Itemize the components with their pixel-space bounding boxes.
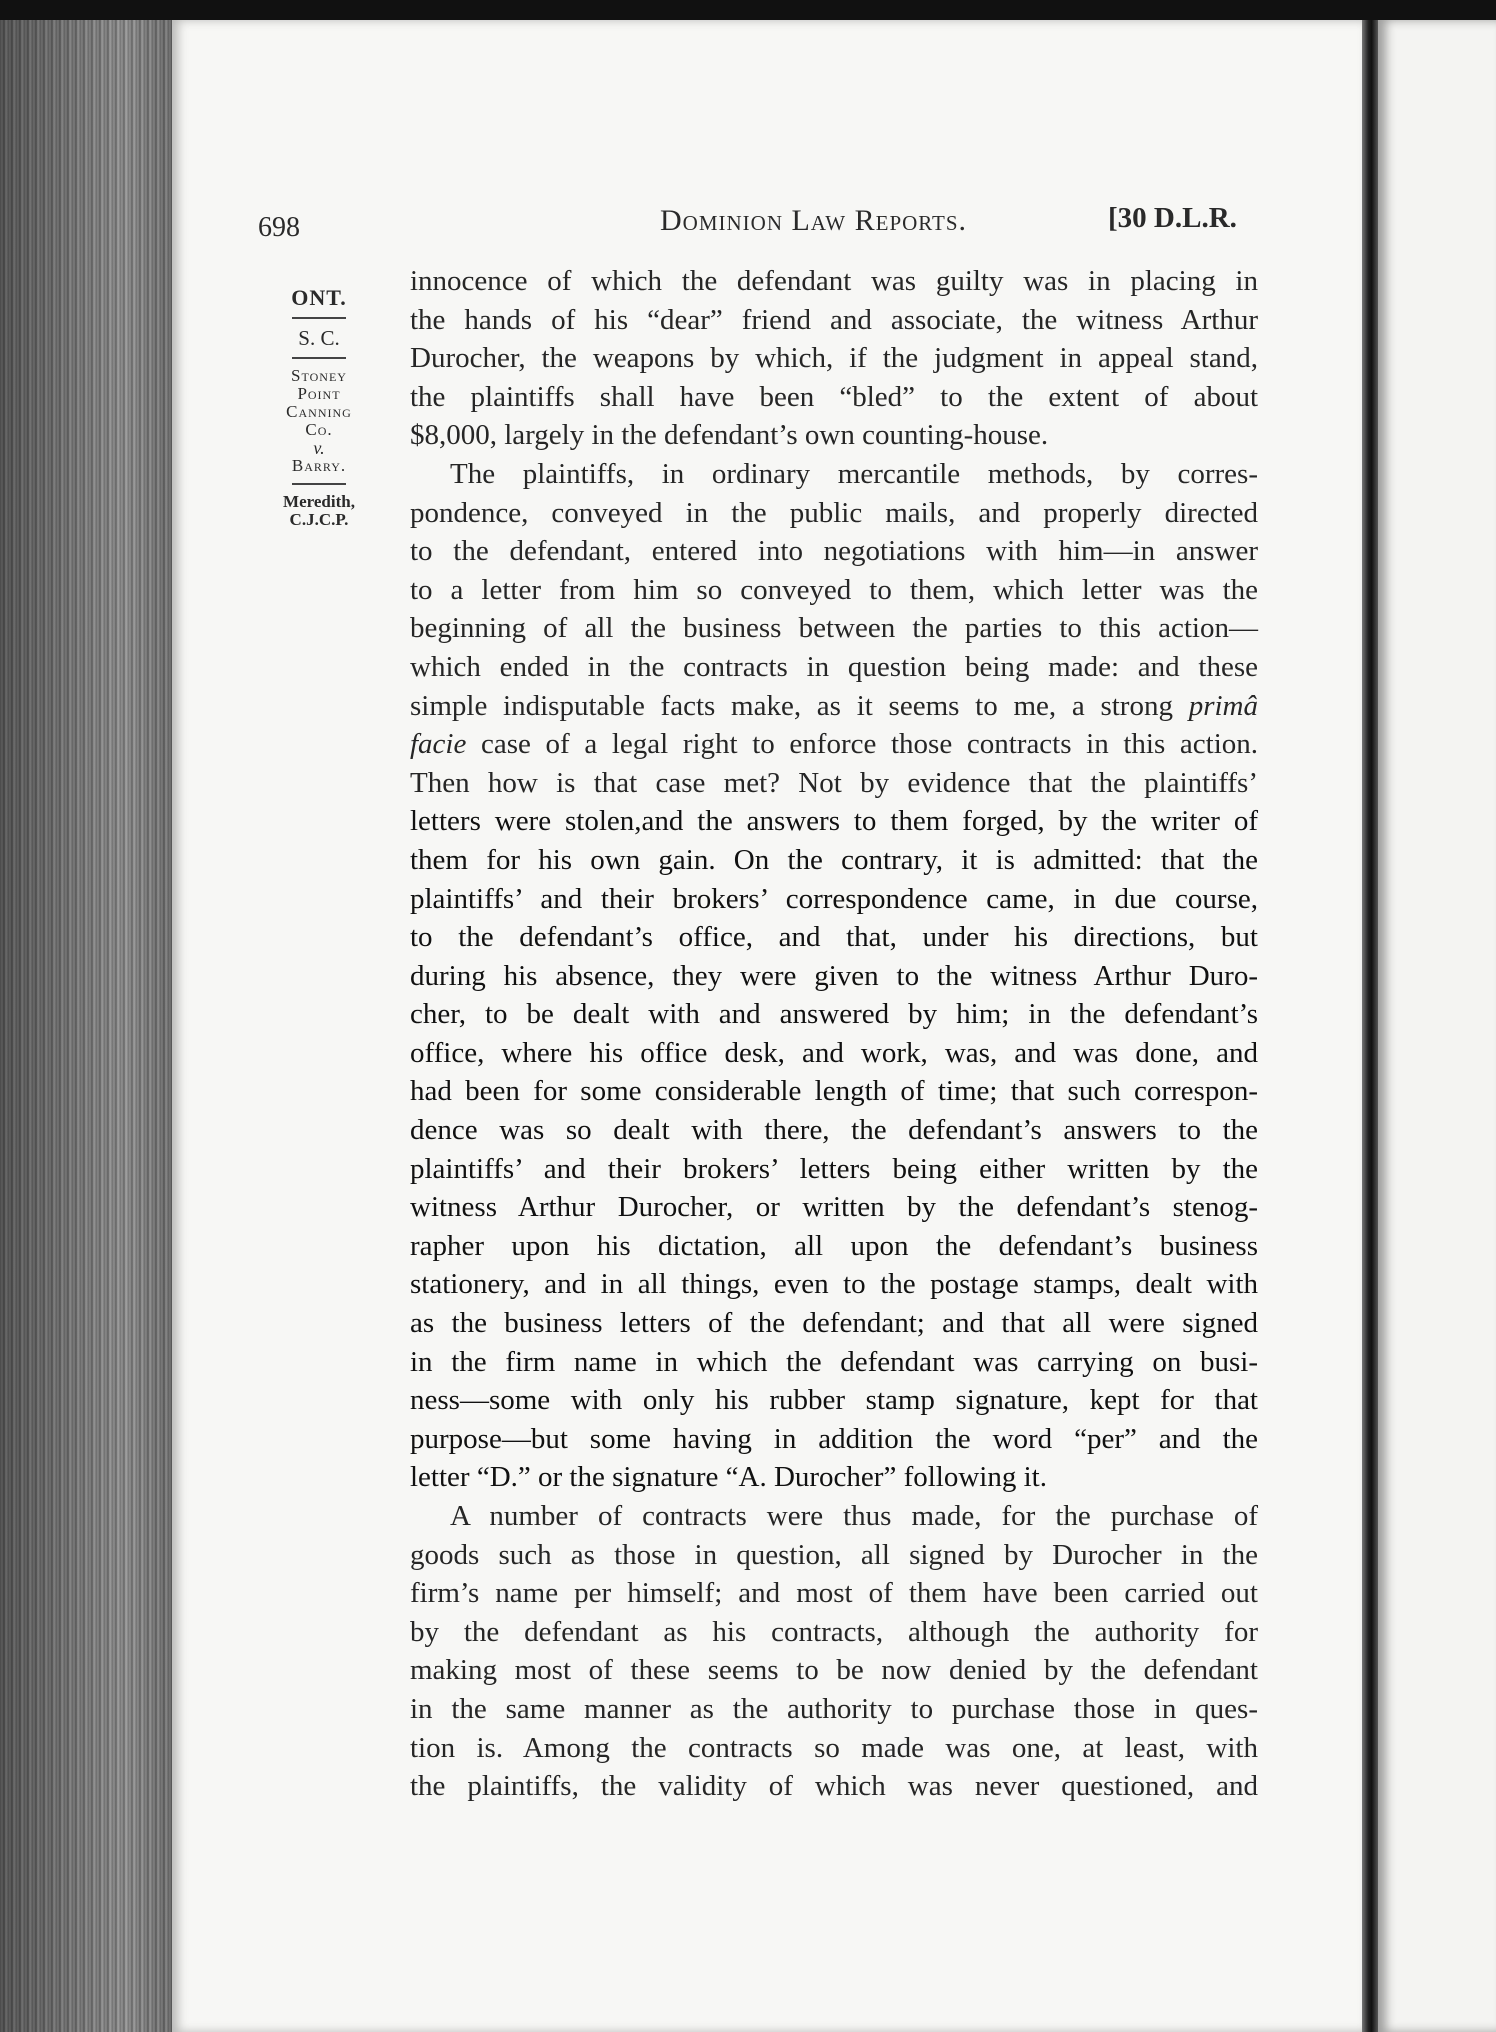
judgment-body — [410, 262, 1258, 1806]
text-line: them for his own gain. On the contrary, it is admitted: that the — [410, 843, 1258, 876]
case-name-line: Barry. — [291, 456, 347, 476]
page-number: 698 — [258, 212, 300, 243]
paragraph-2 — [410, 455, 1258, 1497]
text-line: A number of contracts were thus made, for the purchase of — [450, 1500, 1258, 1532]
italic-term: facie — [410, 728, 467, 761]
text-line: plaintiffs’ and their brokers’ letters being either written by the — [410, 1152, 1258, 1185]
text-line: office, where his office desk, and work, was, and was done, and — [410, 1036, 1258, 1069]
paragraph-1 — [410, 262, 1258, 455]
text-line: purpose—but some having in addition the word “per” and the — [410, 1422, 1258, 1455]
text-fragment: simple indisputable facts make, as it seems to me, a strong — [410, 689, 1173, 722]
paragraph-3 — [410, 1497, 1258, 1806]
case-versus: v. — [313, 437, 325, 458]
italic-term: primâ — [1188, 689, 1258, 722]
volume-reference: [30 D.L.R. — [1108, 202, 1237, 234]
text-line: ness—some with only his rubber stamp signature, kept for that — [410, 1384, 1258, 1417]
judge-note: Meredith, — [283, 492, 355, 512]
case-name-line: Canning — [286, 401, 352, 421]
text-line: during his absence, they were given to the witness Arthur Duro- — [410, 959, 1258, 992]
book-gutter — [1362, 20, 1378, 2032]
text-line: had been for some considerable length of time; that such correspon- — [410, 1075, 1258, 1108]
text-line: rapher upon his dictation, all upon the defendant’s business — [410, 1229, 1258, 1262]
text-line: the hands of his “dear” friend and associate, the witness Arthur — [410, 303, 1258, 336]
text-line: by the defendant as his contracts, although the authority for — [410, 1615, 1258, 1648]
text-line: making most of these seems to be now denied by the defendant — [410, 1654, 1258, 1687]
text-line: firm’s name per himself; and most of them have been carried out — [410, 1577, 1258, 1610]
text-line: Then how is that case met? Not by evidence that the plaintiffs’ — [410, 766, 1258, 799]
text-line: goods such as those in question, all signed by Durocher in the — [410, 1538, 1258, 1571]
text-line: the plaintiffs, the validity of which was never questioned, and — [410, 1770, 1258, 1803]
journal-title: Dominion Law Reports. — [660, 204, 968, 237]
text-line: which ended in the contracts in question being made: and these — [410, 650, 1258, 683]
text-line: beginning of all the business between the parties to this action— — [410, 612, 1258, 645]
page-edge-stack — [0, 20, 183, 2032]
margin-notes — [258, 286, 380, 529]
text-line: Durocher, the weapons by which, if the judgment in appeal stand, — [410, 342, 1258, 375]
text-line: in the same manner as the authority to purchase those in ques- — [410, 1692, 1258, 1725]
text-fragment: case of a legal right to enforce those contracts in this action. — [481, 728, 1258, 761]
case-name-line: Co. — [305, 419, 333, 439]
text-line: stationery, and in all things, even to the postage stamps, dealt with — [410, 1268, 1258, 1301]
text-line — [410, 725, 1258, 764]
facing-page-edge — [1378, 20, 1496, 2032]
text-line: innocence of which the defendant was guilty was in placing in — [410, 265, 1258, 297]
margin-rule — [292, 357, 346, 359]
text-line: to a letter from him so conveyed to them, which letter was the — [410, 573, 1258, 606]
text-line: in the firm name in which the defendant was carrying on busi- — [410, 1345, 1258, 1378]
scan-top-border — [0, 0, 1496, 22]
jurisdiction-note: ONT. — [291, 285, 347, 310]
judge-note: C.J.C.P. — [289, 510, 349, 530]
text-line: $8,000, largely in the defendant’s own counting-house. — [410, 419, 1049, 452]
text-line: plaintiffs’ and their brokers’ correspondence came, in due course, — [410, 882, 1258, 915]
text-line: tion is. Among the contracts so made was one, at least, with — [410, 1731, 1258, 1764]
text-line: to the defendant, entered into negotiations with him—in answer — [410, 535, 1258, 568]
text-line: The plaintiffs, in ordinary mercantile methods, by corres- — [450, 457, 1258, 490]
text-line: as the business letters of the defendant; and that all were signed — [410, 1307, 1258, 1340]
case-name-line: Stoney — [291, 366, 347, 386]
court-note: S. C. — [298, 326, 340, 351]
text-line: cher, to be dealt with and answered by him; in the defendant’s — [410, 998, 1258, 1031]
running-head — [0, 198, 1496, 242]
text-line: dence was so dealt with there, the defendant’s answers to the — [410, 1114, 1258, 1147]
text-line: letters were stolen,and the answers to them forged, by the writer of — [410, 805, 1258, 838]
text-line — [410, 687, 1258, 726]
text-line: witness Arthur Durocher, or written by the defendant’s stenog- — [410, 1191, 1258, 1224]
text-line: pondence, conveyed in the public mails, and properly directed — [410, 496, 1258, 529]
case-name-line: Point — [297, 383, 341, 403]
text-line: letter “D.” or the signature “A. Durocher” following it. — [410, 1461, 1047, 1494]
text-line: the plaintiffs shall have been “bled” to the extent of about — [410, 380, 1258, 413]
text-line: to the defendant’s office, and that, under his directions, but — [410, 921, 1258, 954]
margin-rule — [292, 317, 346, 319]
margin-rule — [292, 483, 346, 485]
